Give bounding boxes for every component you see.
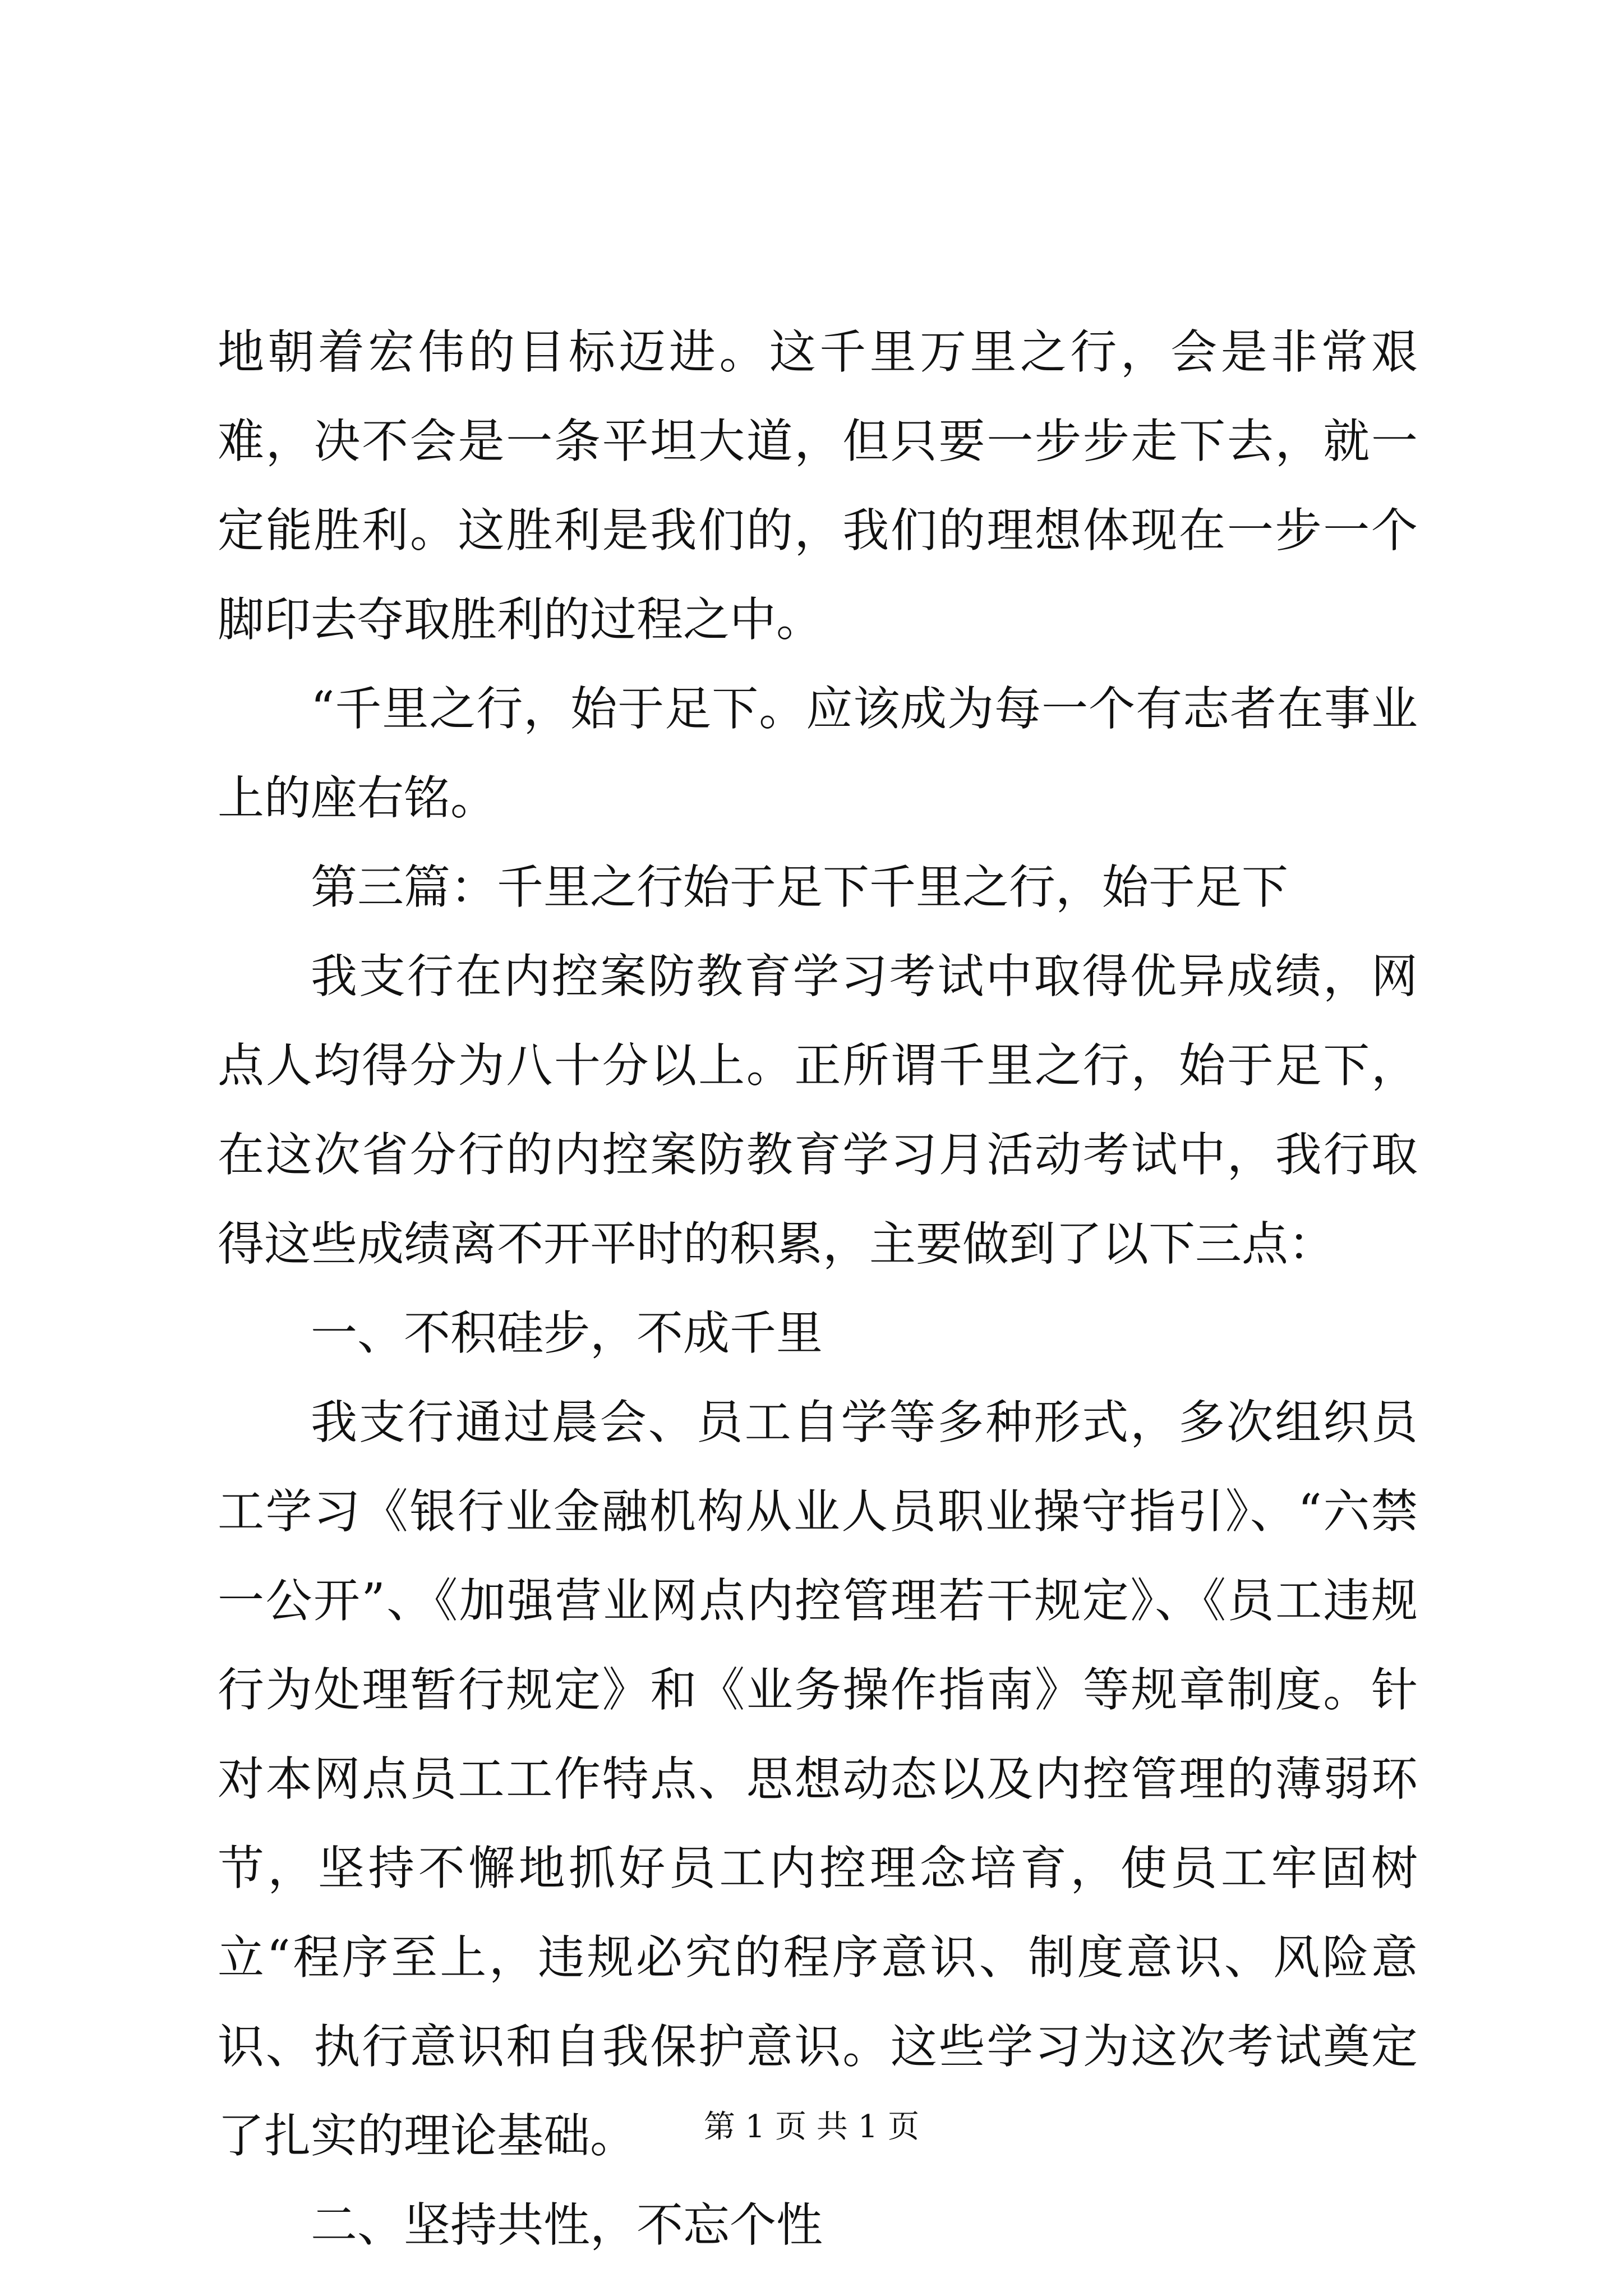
subheading-two: 二、坚持共性，不忘个性 <box>311 2198 823 2252</box>
paragraph-continuation: 地朝着宏伟的目标迈进。这千里万里之行，会是非常艰难，决不会是一条平坦大道，但只要一步步走下去，就一定能胜利。这胜利是我们的，我们的理想体现在一步一个脚印去夺取胜利的过程之中。 <box>218 325 1418 647</box>
subheading-one: 一、不积硅步，不成千里 <box>311 1306 823 1360</box>
page-footer: 第 1 页 共 1 页 <box>703 2109 920 2145</box>
paragraph-quote: “千里之行，始于足下。应该成为每一个有志者在事业上的座右铭。 <box>218 682 1418 825</box>
paragraph-intro: 我支行在内控案防教育学习考试中取得优异成绩，网点人均得分为八十分以上。正所谓千里之行，始于足下，在这次省分行的内控案防教育学习月活动考试中，我行取得这些成绩离不开平时的积累，主要做到了以下三点： <box>218 949 1418 1271</box>
section-heading-part-three: 第三篇：千里之行始于足下千里之行，始于足下 <box>311 860 1288 914</box>
paragraph-study: 我支行通过晨会、员工自学等多种形式，多次组织员工学习《银行业金融机构从业人员职业操守指引》、“六禁一公开”、《加强营业网点内控管理若干规定》、《员工违规行为处理暂行规定》和《业务操作指南》等规章制度。针对本网点员工工作特点、思想动态以及内控管理的薄弱环节，坚持不懈地抓好员工内控理念培育，使员工牢固树立“程序至上，违规必究的程序意识、制度意识、风险意识、执行意识和自我保护意识。这些学习为这次考试奠定了扎实的理论基础。 <box>218 1395 1418 2163</box>
document-body <box>218 307 1418 2270</box>
